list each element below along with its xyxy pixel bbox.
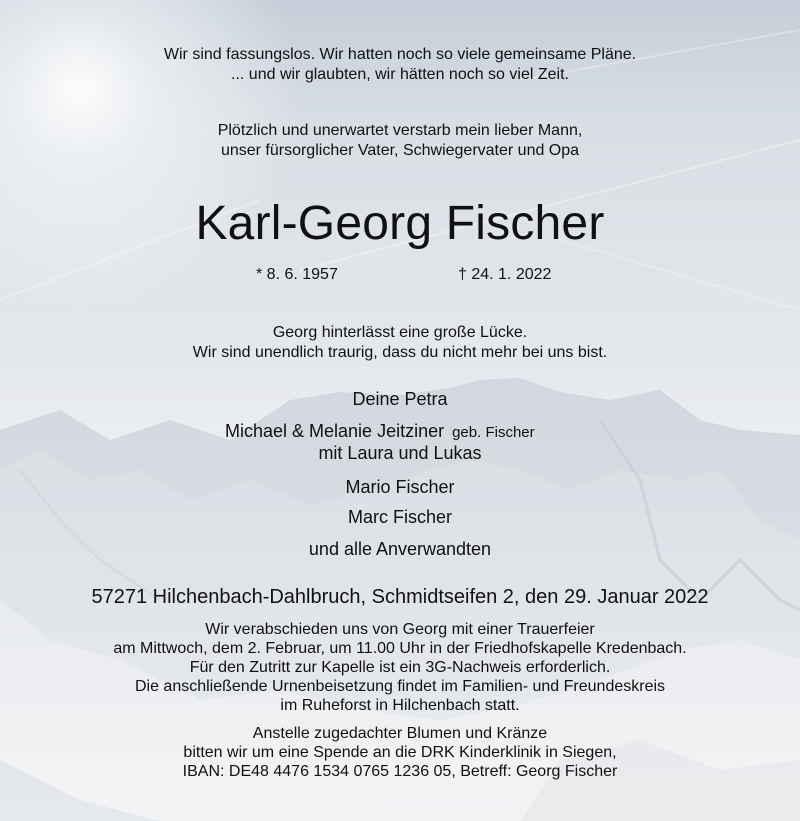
mourner-couple (225, 420, 535, 444)
announcement-line-1: Plötzlich und unerwartet verstarb mein lieber Mann, (217, 122, 583, 139)
donation-line-1: Anstelle zugedachter Blumen und Kränze (252, 725, 548, 742)
deceased-name: Karl-Georg Fischer (195, 197, 605, 250)
donation-line-2: bitten wir um eine Spende an die DRK Kinderklinik in Siegen, (183, 744, 617, 761)
family-address: 57271 Hilchenbach-Dahlbruch, Schmidtseifen 2, den 29. Januar 2022 (91, 586, 709, 608)
mourner-grandchildren: mit Laura und Lukas (318, 443, 482, 463)
mourner-relatives: und alle Anverwandten (308, 539, 492, 559)
ceremony-line-5: im Ruheforst in Hilchenbach statt. (280, 697, 520, 714)
tribute-line-2: Wir sind unendlich traurig, dass du nicht mehr bei uns bist. (192, 344, 608, 361)
ceremony-line-2: am Mittwoch, dem 2. Februar, um 11.00 Uhr in der Friedhofskapelle Kredenbach. (113, 640, 687, 657)
death-date: † 24. 1. 2022 (458, 266, 552, 283)
intro-line-1: Wir sind fassungslos. Wir hatten noch so viele gemeinsame Pläne. (163, 46, 637, 63)
tribute-line-1: Georg hinterlässt eine große Lücke. (272, 324, 528, 341)
mourner-couple-note: geb. Fischer (452, 424, 535, 441)
ceremony-line-4: Die anschließende Urnenbeisetzung findet im Familien- und Freundeskreis (134, 678, 666, 695)
donation-line-3: IBAN: DE48 4476 1534 0765 1236 05, Betreff: Georg Fischer (182, 763, 618, 780)
ceremony-line-3: Für den Zutritt zur Kapelle ist ein 3G-Nachweis erforderlich. (189, 659, 611, 676)
mourner-wife: Deine Petra (352, 389, 448, 409)
intro-line-2: ... und wir glaubten, wir hätten noch so viel Zeit. (231, 66, 569, 83)
announcement-line-2: unser fürsorglicher Vater, Schwiegervater und Opa (220, 142, 580, 159)
birth-date: * 8. 6. 1957 (256, 266, 338, 283)
mourner-son-2: Marc Fischer (347, 507, 452, 527)
ceremony-line-1: Wir verabschieden uns von Georg mit einer Trauerfeier (205, 621, 595, 638)
mourner-son-1: Mario Fischer (345, 477, 455, 497)
mourner-couple-name: Michael & Melanie Jeitziner (225, 421, 445, 441)
